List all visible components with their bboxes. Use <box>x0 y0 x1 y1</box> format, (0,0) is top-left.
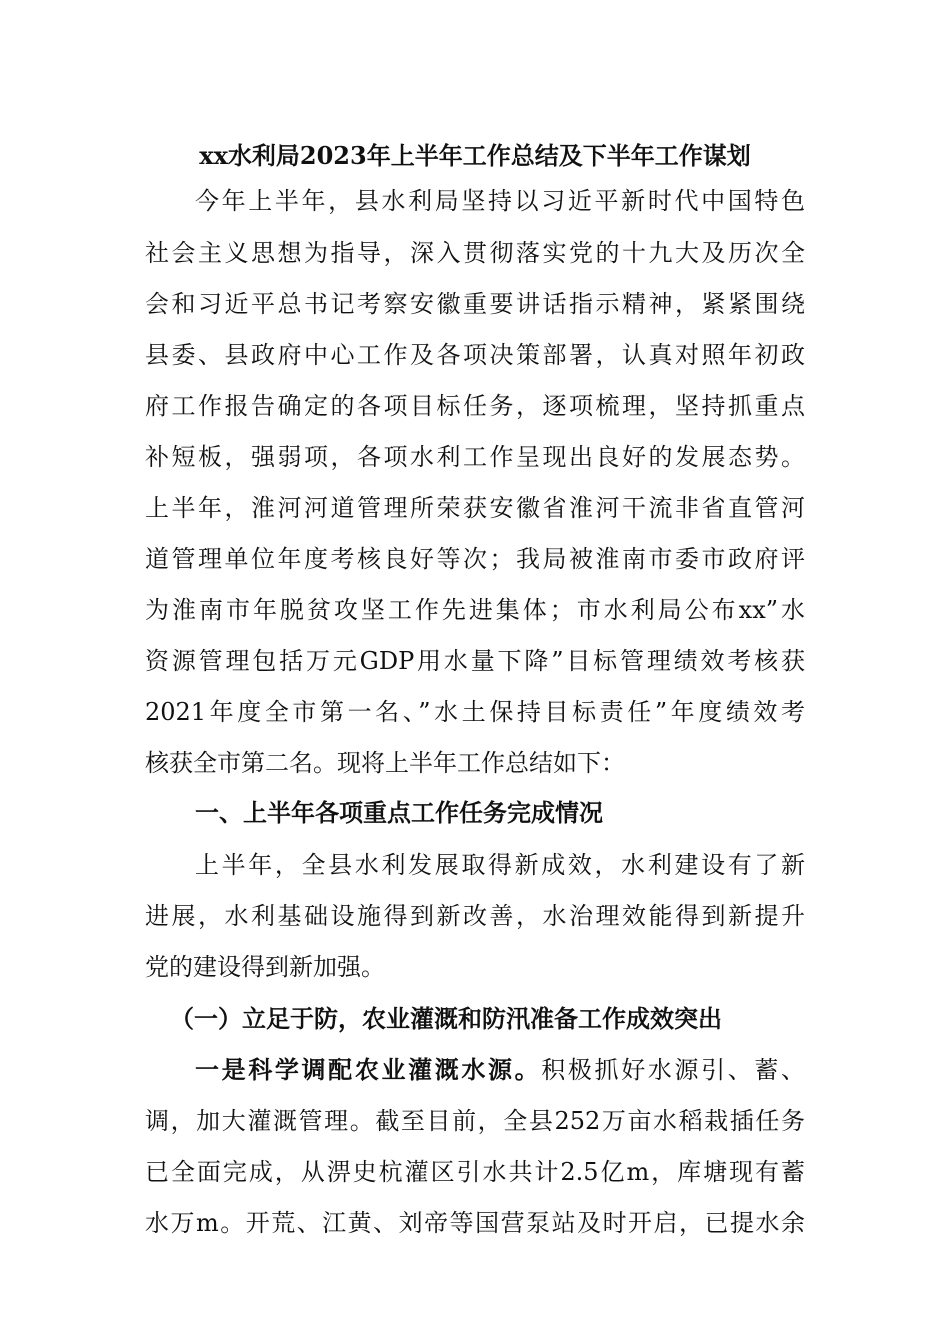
subsection-heading: （一）立足于防，农业灌溉和防汛准备工作成效突出 <box>170 1004 722 1033</box>
intro-line: 社会主义思想为指导，深入贯彻落实党的十九大及历次全 <box>145 239 805 267</box>
intro-line: 府工作报告确定的各项目标任务，逐项梳理，坚持抓重点 <box>145 392 805 420</box>
intro-line: 今年上半年，县水利局坚持以习近平新时代中国特色 <box>195 187 805 215</box>
document-title: xx水利局2023年上半年工作总结及下半年工作谋划 <box>199 141 751 170</box>
intro-line: 资源管理包括万元GDP用水量下降”目标管理绩效考核获 <box>145 647 805 675</box>
item-lead: 一是科学调配农业灌溉水源。 <box>195 1055 542 1084</box>
intro-line: 上半年，淮河河道管理所荣获安徽省淮河干流非省直管河 <box>145 494 805 522</box>
intro-line: 2021年度全市第一名、”水土保持目标责任”年度绩效考 <box>145 698 805 726</box>
intro-line: 会和习近平总书记考察安徽重要讲话指示精神，紧紧围绕 <box>145 290 805 318</box>
intro-line: 为淮南市年脱贫攻坚工作先进集体；市水利局公布xx”水 <box>145 596 805 624</box>
item-line: 调，加大灌溉管理。截至目前，全县252万亩水稻栽插任务 <box>145 1107 805 1135</box>
item-line: 已全面完成，从淠史杭灌区引水共计2.5亿m，库塘现有蓄 <box>145 1158 805 1186</box>
item-first-line <box>195 1055 805 1085</box>
item-lead-rest: 积极抓好水源引、蓄、 <box>541 1056 806 1084</box>
intro-line: 县委、县政府中心工作及各项决策部署，认真对照年初政 <box>145 341 805 369</box>
section-line: 进展，水利基础设施得到新改善，水治理效能得到新提升 <box>145 902 805 930</box>
section-heading: 一、上半年各项重点工作任务完成情况 <box>195 798 603 827</box>
section-line: 党的建设得到新加强。 <box>145 953 385 981</box>
section-line: 上半年，全县水利发展取得新成效，水利建设有了新 <box>195 851 805 879</box>
intro-line: 道管理单位年度考核良好等次；我局被淮南市委市政府评 <box>145 545 805 573</box>
intro-line: 核获全市第二名。现将上半年工作总结如下： <box>145 749 625 777</box>
item-line: 水万m。开荒、江黄、刘帝等国营泵站及时开启，已提水余 <box>145 1209 805 1237</box>
intro-line: 补短板，强弱项，各项水利工作呈现出良好的发展态势。 <box>145 443 805 471</box>
